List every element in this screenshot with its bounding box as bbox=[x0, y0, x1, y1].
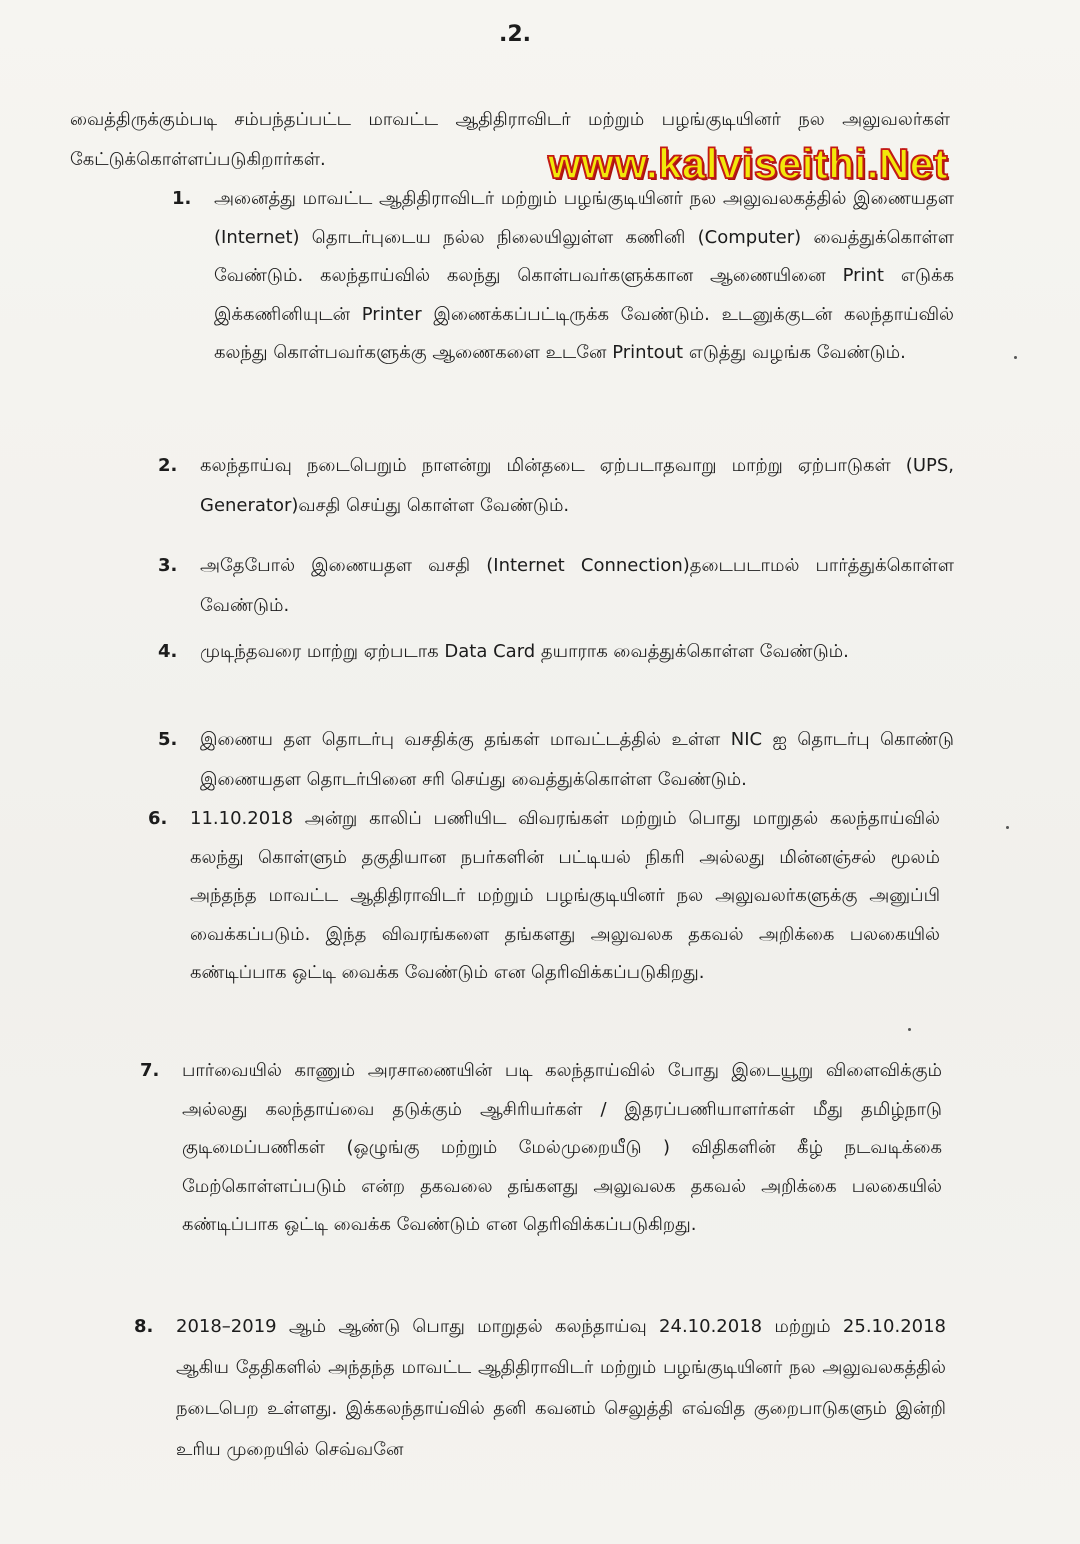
list-item bbox=[158, 632, 954, 672]
list-item bbox=[158, 546, 954, 626]
intro-paragraph: வைத்திருக்கும்படி சம்பந்தப்பட்ட மாவட்ட ஆதிதிராவிடர் மற்றும் பழங்குடியினர் நல அலுவலர்கள் கேட்டுக்கொள்ளப்படுகிறார்கள். bbox=[70, 109, 950, 170]
item-number: 8. bbox=[134, 1316, 154, 1337]
item-text: கலந்தாய்வு நடைபெறும் நாளன்று மின்தடை ஏற்படாதவாறு மாற்று ஏற்பாடுகள் (UPS, Generator)வசதி செய்து கொள்ள வேண்டும். bbox=[200, 455, 954, 516]
item-number: 4. bbox=[158, 641, 178, 662]
item-number: 7. bbox=[140, 1060, 160, 1081]
item-number: 2. bbox=[158, 455, 178, 476]
item-text: இணைய தள தொடர்பு வசதிக்கு தங்கள் மாவட்டத்தில் உள்ள NIC ஐ தொடர்பு கொண்டு இணையதள தொடர்பினை சரி செய்து வைத்துக்கொள்ள வேண்டும். bbox=[200, 729, 954, 790]
item-text: அனைத்து மாவட்ட ஆதிதிராவிடர் மற்றும் பழங்குடியினர் நல அலுவலகத்தில் இணையதள (Internet) தொடர்புடைய நல்ல நிலையிலுள்ள கணினி (Computer) வைத்துக்கொள்ள வேண்டும். கலந்தாய்வில் கலந்து கொள்பவர்களுக்கான ஆணையினை Print எடுக்க இக்கணினியுடன் Printer இணைக்கப்பட்டிருக்க வேண்டும். உடனுக்குடன் கலந்தாய்வில் கலந்து கொள்பவர்களுக்கு ஆணைகளை உடனே Printout எடுத்து வழங்க வேண்டும். bbox=[214, 188, 954, 363]
item-number: 6. bbox=[148, 808, 168, 829]
list-item bbox=[158, 446, 954, 526]
list-item bbox=[140, 1052, 942, 1245]
site-watermark: www.kalviseithi.Net bbox=[548, 140, 949, 187]
item-number: 1. bbox=[172, 188, 192, 209]
item-text: 11.10.2018 அன்று காலிப் பணியிட விவரங்கள் மற்றும் பொது மாறுதல் கலந்தாய்வில் கலந்து கொள்ளும் தகுதியான நபர்களின் பட்டியல் நிகரி அல்லது மின்னஞ்சல் மூலம் அந்தந்த மாவட்ட ஆதிதிராவிடர் மற்றும் பழங்குடியினர் நல அலுவலர்களுக்கு அனுப்பி வைக்கப்படும். இந்த விவரங்களை தங்களது அலுவலக தகவல் அறிக்கை பலகையில் கண்டிப்பாக ஒட்டி வைக்க வேண்டும் என தெரிவிக்கப்படுகிறது. bbox=[190, 808, 940, 983]
margin-speck bbox=[1006, 826, 1009, 829]
list-item bbox=[148, 800, 940, 993]
list-item bbox=[172, 180, 954, 373]
margin-speck bbox=[908, 1028, 911, 1031]
item-text: அதேபோல் இணையதள வசதி (Internet Connection)தடைபடாமல் பார்த்துக்கொள்ள வேண்டும். bbox=[200, 555, 954, 616]
item-text: முடிந்தவரை மாற்று ஏற்படாக Data Card தயாராக வைத்துக்கொள்ள வேண்டும். bbox=[200, 641, 849, 662]
item-text: 2018–2019 ஆம் ஆண்டு பொது மாறுதல் கலந்தாய்வு 24.10.2018 மற்றும் 25.10.2018 ஆகிய தேதிகளில் அந்தந்த மாவட்ட ஆதிதிராவிடர் மற்றும் பழங்குடியினர் நல அலுவலகத்தில் நடைபெற உள்ளது. இக்கலந்தாய்வில் தனி கவனம் செலுத்தி எவ்வித குறைபாடுகளும் இன்றி உரிய முறையில் செவ்வனே bbox=[176, 1316, 946, 1460]
item-number: 5. bbox=[158, 729, 178, 750]
item-text: பார்வையில் காணும் அரசாணையின் படி கலந்தாய்வில் போது இடையூறு விளைவிக்கும் அல்லது கலந்தாய்வை தடுக்கும் ஆசிரியர்கள் / இதரப்பணியாளர்கள் மீது தமிழ்நாடு குடிமைப்பணிகள் (ஒழுங்கு மற்றும் மேல்முறையீடு ) விதிகளின் கீழ் நடவடிக்கை மேற்கொள்ளப்படும் என்ற தகவலை தங்களது அலுவலக தகவல் அறிக்கை பலகையில் கண்டிப்பாக ஒட்டி வைக்க வேண்டும் என தெரிவிக்கப்படுகிறது. bbox=[182, 1060, 942, 1235]
page-number: .2. bbox=[498, 22, 532, 47]
item-number: 3. bbox=[158, 555, 178, 576]
list-item bbox=[134, 1306, 946, 1470]
list-item bbox=[158, 720, 954, 800]
margin-speck bbox=[1014, 356, 1017, 359]
